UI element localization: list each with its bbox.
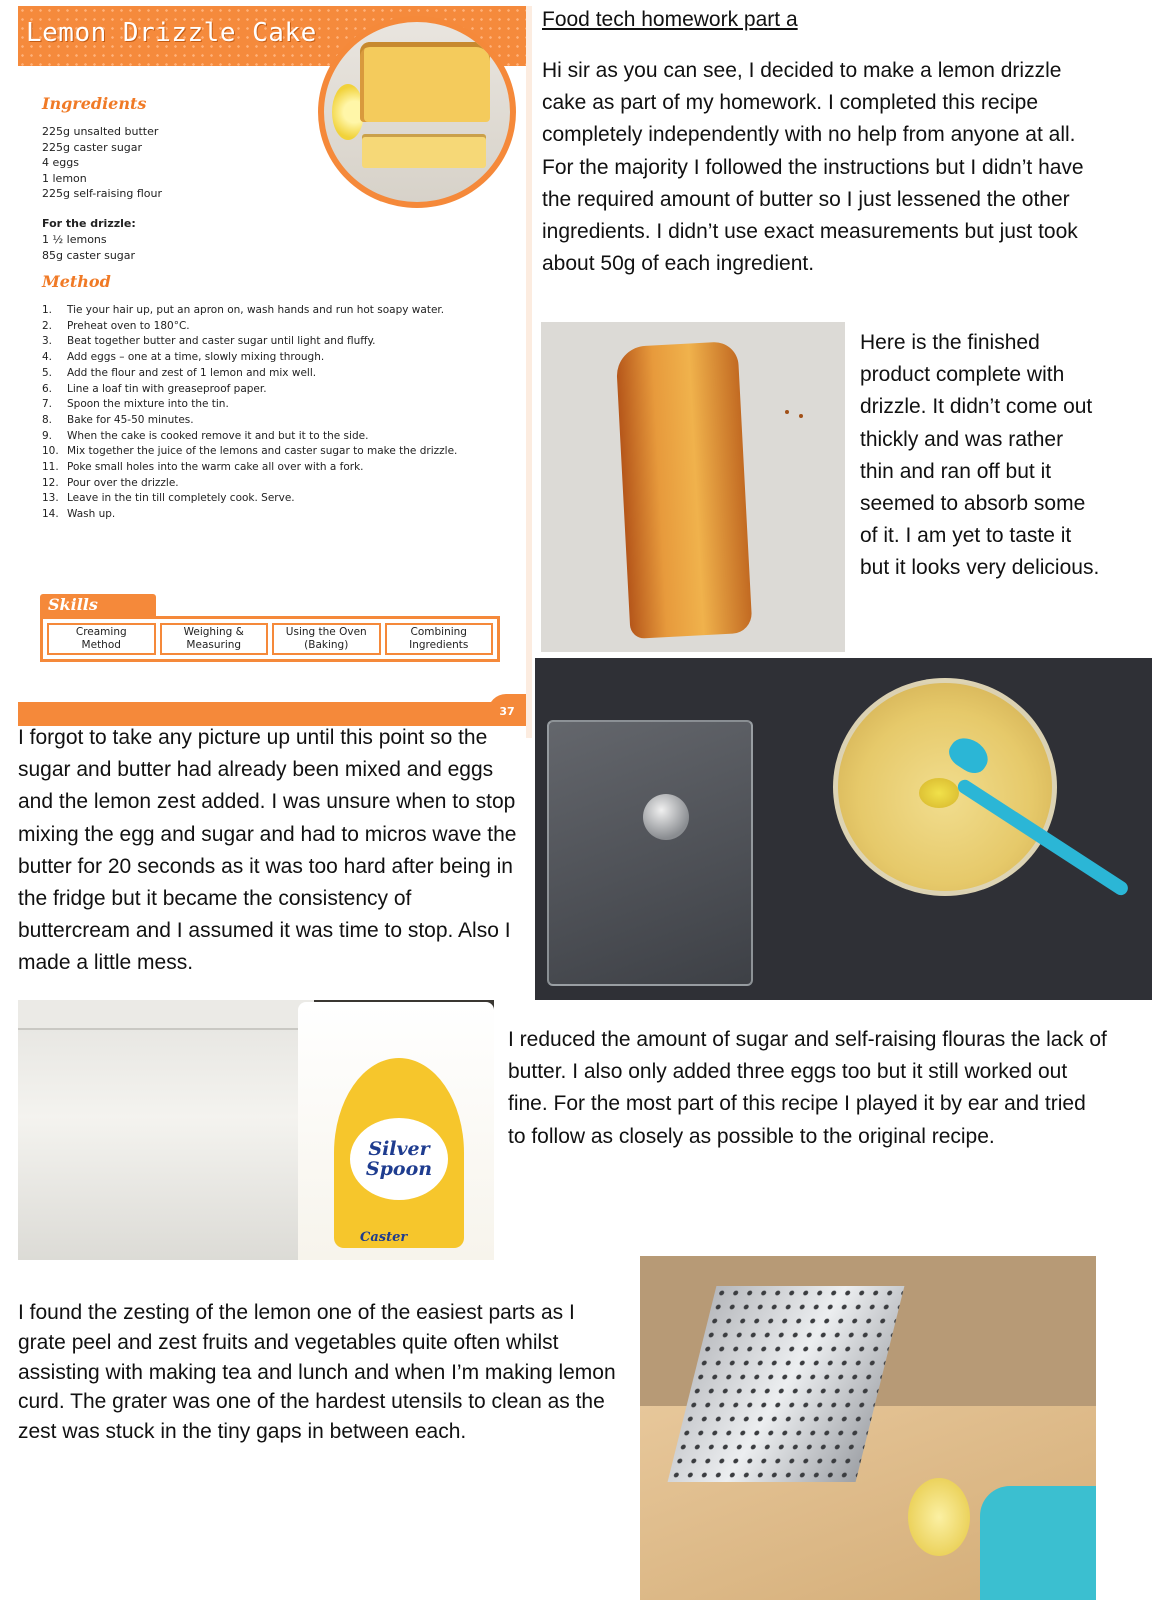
finished-product-paragraph: Here is the finished product complete with drizzle. It didn’t come out thickly and was rather thin and ran off but it seemed to absorb some of it. I am yet to taste it but it looks very delicious. [860, 331, 1100, 580]
method-step [42, 476, 518, 492]
method-step [42, 429, 518, 445]
method-step [42, 397, 518, 413]
method-list [42, 303, 518, 523]
zesting-paragraph: I found the zesting of the lemon one of the easiest parts as I grate peel and zest fruits and vegetables quite often whilst assisting with making tea and lunch and when I’m making lemon curd. The grater was one of the hardest utensils to clean as the zest was stuck in the tiny gaps in between each. [18, 1301, 616, 1444]
skill-combining-ingredients: Combining Ingredients [385, 623, 494, 655]
ingredient-item: 4 eggs [42, 156, 79, 169]
drizzle-item: 1 ½ lemons [42, 233, 107, 246]
kitchen-scale-image [547, 720, 753, 986]
sugar-type-label: Caster [360, 1230, 408, 1245]
ingredient-item: 225g caster sugar [42, 140, 143, 154]
step-number: 9. [42, 429, 53, 442]
cake-loaf-image [360, 42, 490, 122]
method-step [42, 319, 518, 335]
step-number: 8. [42, 413, 53, 426]
teal-container-image [980, 1486, 1096, 1600]
step-text: Beat together butter and caster sugar until light and fluffy. [67, 335, 376, 348]
lemon-zest-image [919, 778, 959, 808]
step-text: Tie your hair up, put an apron on, wash hands and run hot soapy water. [67, 304, 445, 316]
finished-cake-photo [541, 322, 845, 652]
ingredient-item: 225g unsalted butter [42, 125, 159, 138]
intro-paragraph: Hi sir as you can see, I decided to make a lemon drizzle cake as part of my homework. I completed this recipe completely independently with no help from anyone at all. For the majority I followed the instructions but I didn’t have the required amount of butter so I just lessened the other ingredients. I didn’t use exact measurements but just took about 50g of each ingredient. [542, 59, 1084, 276]
sugar-bag-image [298, 1002, 494, 1260]
method-step [42, 350, 518, 366]
recipe-card [18, 6, 532, 738]
baked-loaf-image [615, 341, 752, 639]
step-number: 10. [42, 445, 59, 458]
step-number: 11. [42, 461, 59, 474]
skill-creaming-method: Creaming Method [47, 623, 156, 655]
page-number: 37 [488, 694, 526, 726]
ingredients-reduced-paragraph: I reduced the amount of sugar and self-raising flouras the lack of butter. I also only added three eggs too but it still worked out fine. For the most part of this recipe I played it by ear and tried to follow as closely as possible to the original recipe. [508, 1028, 1107, 1148]
recipe-title: Lemon Drizzle Cake [26, 18, 317, 48]
step-number: 12. [42, 476, 59, 489]
step-text: Poke small holes into the warm cake all over with a fork. [67, 461, 364, 474]
step-number: 7. [42, 398, 53, 411]
drizzle-list [42, 232, 135, 263]
flour-lid-image [18, 1000, 314, 1030]
method-step [42, 507, 518, 523]
skill-weighing-measuring: Weighing & Measuring [160, 623, 269, 655]
grater-photo [640, 1256, 1096, 1600]
method-step [42, 366, 518, 382]
skill-using-oven: Using the Oven (Baking) [272, 623, 381, 655]
sugar-brand-logo [350, 1118, 448, 1200]
step-text: Wash up. [67, 508, 116, 521]
step-text: When the cake is cooked remove it and but it to the side. [67, 429, 369, 442]
method-heading: Method [42, 272, 111, 291]
method-step [42, 491, 518, 507]
homework-title: Food tech homework part a [542, 8, 798, 31]
zested-lemon-image [908, 1478, 970, 1556]
ingredient-item: 225g self-raising flour [42, 187, 162, 200]
skills-box [40, 616, 500, 662]
step-number: 1. [42, 304, 53, 316]
method-step [42, 460, 518, 476]
cake-photo-circle [318, 16, 516, 208]
step-text: Mix together the juice of the lemons and caster sugar to make the drizzle. [67, 445, 458, 458]
method-step [42, 382, 518, 398]
step-text: Add the flour and zest of 1 lemon and mix well. [67, 366, 317, 379]
method-step [42, 334, 518, 350]
step-text: Leave in the tin till completely cook. Serve. [67, 492, 295, 505]
step-number: 14. [42, 508, 59, 521]
crumb-speck [799, 414, 803, 418]
drizzle-heading: For the drizzle: [42, 217, 136, 230]
step-number: 6. [42, 382, 53, 395]
step-text: Spoon the mixture into the tin. [67, 398, 229, 411]
mixing-bowl-photo [535, 658, 1152, 1000]
ingredients-heading: Ingredients [42, 94, 147, 113]
ingredient-item: 1 lemon [42, 171, 87, 185]
step-text: Pour over the drizzle. [67, 476, 179, 489]
drizzle-item: 85g caster sugar [42, 248, 136, 262]
step-text: Add eggs – one at a time, slowly mixing through. [67, 351, 325, 364]
flour-and-sugar-photo [18, 1000, 494, 1260]
method-step [42, 303, 518, 319]
scale-button-image [643, 794, 689, 840]
flour-container-image [18, 1000, 314, 1260]
cake-slice-image [362, 134, 486, 168]
step-text: Bake for 45-50 minutes. [67, 413, 194, 426]
sugar-brand-text: Silver Spoon [365, 1138, 433, 1180]
mixing-paragraph: I forgot to take any picture up until this point so the sugar and butter had already been mixed and eggs and the lemon zest added. I was unsure when to stop mixing the egg and sugar and had to micros wave the butter for 20 seconds as it was too hard after being in the fridge but it became the consistency of buttercream and I assumed it was time to stop. Also I made a little mess. [18, 726, 517, 975]
step-number: 5. [42, 366, 53, 379]
step-text: Line a loaf tin with greaseproof paper. [67, 382, 267, 395]
step-number: 3. [42, 335, 53, 348]
step-number: 2. [42, 319, 53, 332]
step-number: 4. [42, 351, 53, 364]
crumb-speck [785, 410, 789, 414]
ingredients-list [42, 124, 302, 202]
method-step [42, 413, 518, 429]
method-step [42, 444, 518, 460]
skills-heading: Skills [40, 594, 156, 616]
step-text: Preheat oven to 180°C. [67, 319, 190, 332]
step-number: 13. [42, 492, 59, 505]
